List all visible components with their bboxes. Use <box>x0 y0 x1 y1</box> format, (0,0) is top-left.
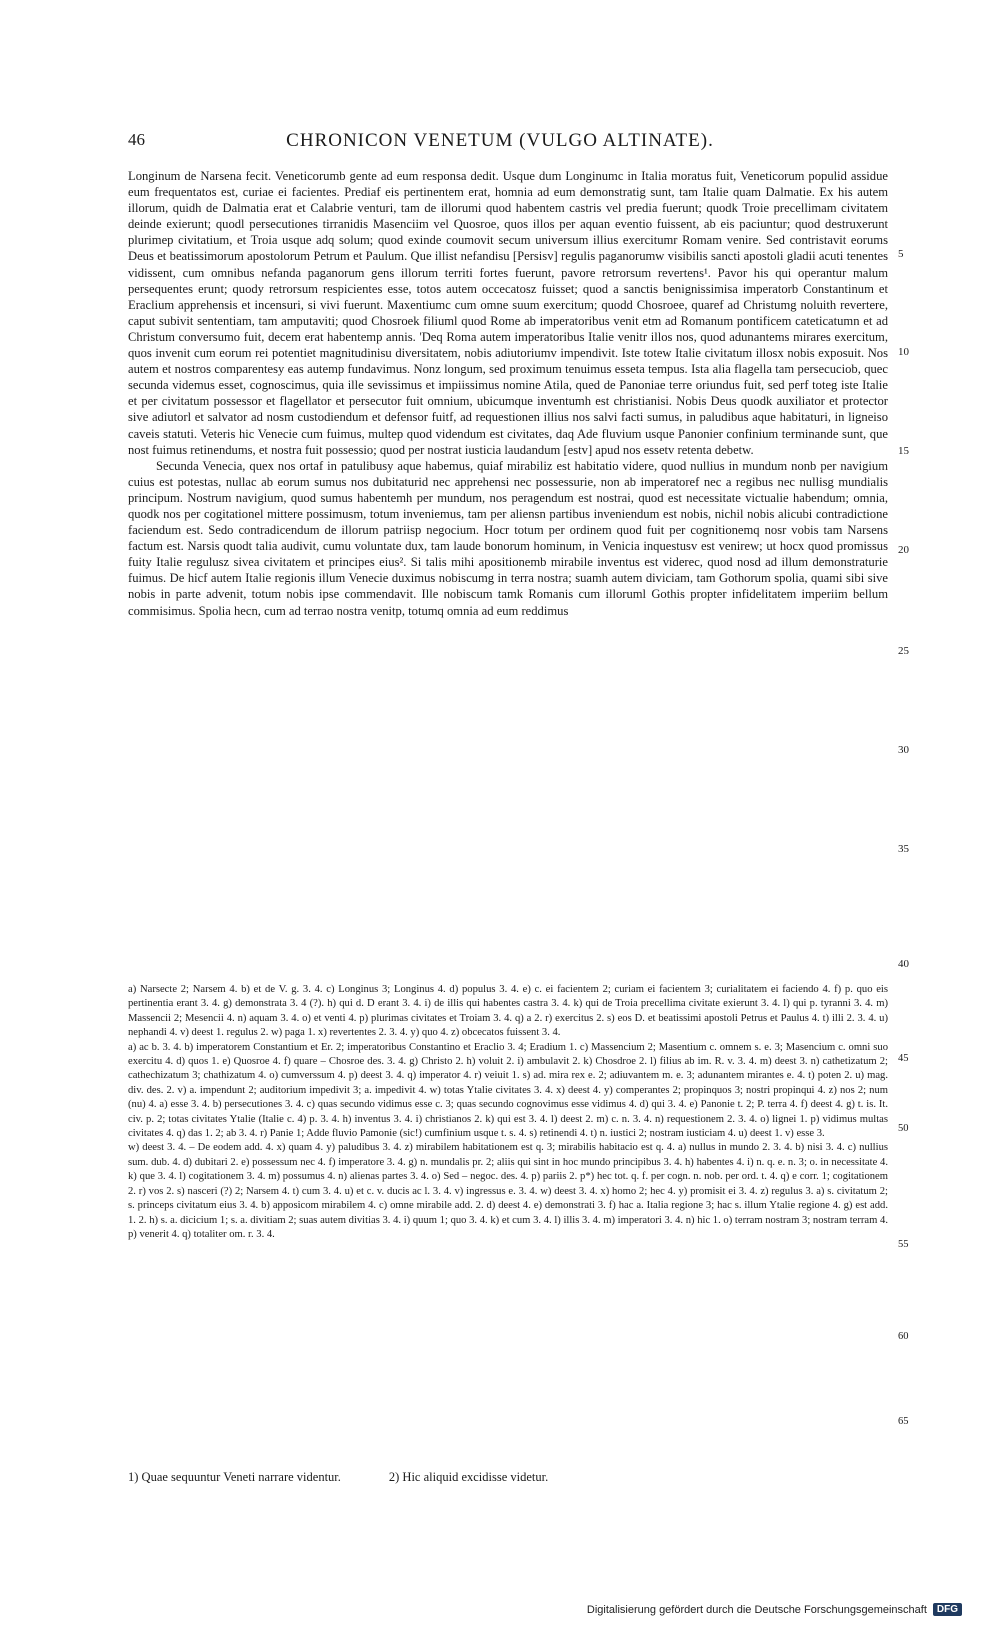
line-number: 55 <box>898 1239 909 1250</box>
apparatus-entry-3: w) deest 3. 4. – De eodem add. 4. x) quam 4. y) paludibus 3. 4. z) mirabilem habitationem est q. 3; mirabilis habitacio est q. 4. a) nullus in mundo 2. 3. 4. b) nisi 3. 4. c) nullius sum. dub. 4. d) dubitari 2. e) possessum nec 4. f) imperatore 3. 4. g) n. mundalis pr. 2; aliis qui sint in hoc mundo principibus 3. 4. h) habentes 4. i) n. q. e. n. 3; o. in necessitate 4. k) que 3. 4. l) cogitationem 3. 4. m) possumus 4. n) alienas partes 3. 4. o) Sed – negoc. des. 4. p) pariis 2. p*) hec tot. q. f. per cogn. n. nob. per ord. t. 4. q) e corr. 1; cogitationem 2. r) vos 2. s) nasceri (?) 2; Narsem 4. t) cum 3. 4. u) et c. v. ducis ac l. 3. 4. v) ingressus e. 3. 4. w) deest 3. 4. x) homo 2; hec 4. y) promisit ei 3. 4. z) regulus 3. a) s. civitatum 2; s. princeps civitatum eius 3. 4. b) apposicom mirabilem 4. c) omne mirabile add. 2. d) deest 4. e) demonstrati 3. f) hac a. Italia regione 3; hac s. illum Ytalie regione 4. g) est add. 1. 2. h) s. a. dicicium 1; s. a. divitiam 2; suas autem divitias 3. 4. i) quum 1; quo 3. 4. k) et cum 3. 4. l) illis 3. 4. m) imperatori 3. 4. n) hic 1. o) terram nostram 3; nostram terram 4. p) venerit 4. q) totaliter om. r. 3. 4. <box>128 1142 888 1240</box>
main-paragraph-2: Secunda Venecia, quex nos ortaf in patulibusy aque habemus, quiaf mirabiliz est habitatio videre, quod nullius in mundum nonb per navigium cuius est potestas, nullac ab eorum sumus nos dubitaturid nec apprehensi nec possessurie, non ab imperatoref nec a regibus nec nullisg mundialis principum. Nostrum navigium, quod sumus habentemh per mundum, nos peragendum est nostrai, quod est necessitate victualie habendum; omnia, quodk nos per cogitationel mittere possimusm, totum inveniemus, tam per aliensn partibus inveniendum est nobis, nichil nobis alicubi contradictione faciendum est. Sedo contradicendum de illorum patriisp negocium. Hocr totum per ordinem quod fuit per cognitionemq nosr vobis tam Narsens factum est. Narsis quodt talia audivit, cumu voluntate dux, tam laude bonorum hominum, in Venicia inquestusv est venirew; ut hocx quod promissus fuity Italie regulusz sivea civitatem et principes eius². Si talis mihi apositionemb mirabile inventus est viderec, quod nosd ad illum demonstraturie fuimus. De hicf autem Italie regionis illum Venecie duximus nobiscumg in terra nostra; suamh autem diviciam, tam Gothorum spolia, quami sibi sive nobis in parte advenit, totum nobis ipse commendavit. Ille nobiscum tamk Romanis cum illoruml Gothis propter infidelitatem imperiim bellum commisimus. Spolia hecn, cum ad terrao nostra venitp, totumq omnia ad eum reddimus <box>128 458 888 618</box>
apparatus-entry-2: a) ac b. 3. 4. b) imperatorem Constantium et Er. 2; imperatoribus Constantino et Eraclio 3. 4; Eradium 1. c) Massencium 2; Masentium c. omnem s. e. 3; Masencium c. omni suo exercitu 4. d) quos 1. e) Quosroe 4. f) quare – Chosroe des. 3. 4. g) Christo 2. h) voluit 2. i) ambulavit 2. k) Chosdroe 2. l) filius ab im. R. v. 3. 4. m) deest 3. n) cathetizatum 2; cathechizatum 3; chathizatum 4. o) cumverssum 4. p) deest 3. 4. q) imperator 4. r) veiuit 1. s) ad. mira rex e. 2; adiuvantem m. e. 3; adunantem mirantes e. 4. t) poten 2. u) mag. div. des. 2. v) a. impendunt 2; auditorium impedivit 3; a. impedivit 4. w) totas Ytalie civitates 3. 4. x) deest 4. y) comperantes 2; propinquos 3; nostri propinqui 4. z) nos 2; num (nu) 4. a) esse 3. 4. b) persecutiones 3. 4. c) quas secundo vidimus esse c. 3; quas secundo cognovimus esse vidimus 4. d) qui 3. 4. e) Panonie t. 2; P. terra 4. f) deest 4. g) t. is. It. civ. p. 2; totas civitates Ytalie (Italie c. 4) p. 3. 4. h) inventus 3. 4. i) christianos 2. k) qui est 3. 4. l) deest 2. m) c. n. 3. 4. n) requestionem 2. 3. 4. o) lignei 1. p) vidimus multas civitates 4. q) das 1. 2; ab 3. 4. r) Panie 1; Adde fluvio Pamonie (sic!) cumfinium usque t. s. 4. s) retinendi 4. t) n. iustici 2; nostram iusticiam 4. u) deest 1. v) esse 3. <box>128 1041 888 1140</box>
line-number: 40 <box>898 958 909 970</box>
line-number: 45 <box>898 1053 909 1064</box>
main-text <box>128 168 888 619</box>
line-number: 15 <box>898 445 909 457</box>
line-number: 25 <box>898 645 909 657</box>
line-number: 20 <box>898 544 909 556</box>
line-number: 30 <box>898 744 909 756</box>
line-number: 65 <box>898 1416 909 1427</box>
credit-text: Digitalisierung gefördert durch die Deutsche Forschungsgemeinschaft <box>586 1603 927 1616</box>
footnote-1: 1) Quae sequuntur Veneti narrare videntur. <box>128 1470 341 1484</box>
page-number: 46 <box>128 130 145 149</box>
line-number: 50 <box>898 1123 909 1134</box>
dfg-logo-icon: DFG <box>933 1603 962 1616</box>
line-number: 10 <box>898 346 909 358</box>
line-number: 35 <box>898 843 909 855</box>
critical-apparatus <box>128 983 888 1242</box>
footnotes <box>128 1470 888 1485</box>
running-title: CHRONICON VENETUM (VULGO ALTINATE). <box>286 130 714 151</box>
page-header <box>120 130 880 160</box>
main-paragraph-1: Longinum de Narsena fecit. Veneticorumb gente ad eum responsa dedit. Usque dum Longinumc in Italia moratus fuit, Veneticorum populid assidue eum frequentatos est, curiae ei facientes. Prediaf eis pertinentem erat, homnia ad eum demonstratig sunt, tam Italie quam Dalmatie. Ex his autem illorum, quidh de Dalmatia erat et Calabrie venturi, tam de illorumi quod habentem castris vel predia fuerunt; quodk Troie precellimam civitatem deinde exierunt; quodl persecutiones tirranidis Masenciim vel Quosroe, quos illos per aquan eventio fuissent, ab eis paciuntur; quod destruxerunt plurimep civitatium, et Troia usque adq solum; quod exinde coumovit secum universum illius exercitumr Romam venire. Sed contristavit eorums Deus et beatissimorum apostolorum Petrum et Paulum. Que illist nefandisu [Persisv] regulis paganorumw visibilis sancti apostoli gladii acuti tenentes vidissent, cum omnibus nefanda paganorum gens illorum territi fortes fuerunt, pavore retrorsum revertens¹. Pavor his qui operantur malum persequentes erunt; quody retrorsum respicientes esse, totos autem occecatosz fuisset; quod a sanctis benignissimisa imperatorb Constantinum et Eraclium apprehensis et incensuri, si vivi fuerunt. Maxentiumc cum omne suum exercitum; quodd Chosroee, quaref ad Christumg noluith revertere, caput subivit sententiam, tam amputaviti; quod Chosroek filiuml quod Rome ab imperatoribus venit etm ad Romanum pontificem cateticatumn et ad Christum conversumo fuit, decem erat habentemp annis. 'Deq Roma autem imperatoribus Italie venitr illos nos, quod adunantems mirares exercitum, quos invenit cum eorum rei potentiet magnitudinisu diversitatem, nobis adiutoriumv impendivit. Iste totew Italie civitatum illosx nobis exposuit. Nos autem et nostros comparentesy eas autemp fundavimus. Nonz longum, sed proximum tenuimus essetа tempus. Ista alia flagella tam persecuciob, quec secunda videmus esset, cognoscimus, quia ille sevissimus et impiissimus nomine Atila, qued de Panoniae terre oriundus fuit, sed perf toteg iste Italie et per civitatum possessor et flagellator et persecutor fuit omnium, ubicumque inventumh est christianisi. Nobis Deus quodk auxiliator et protector sive adiutorl et salvator ad nosm custodiendum et defensor fuitf, ad requestionen illius nos salvi facti sumus, in paludibus aque habitaturi, in ligneiso caveis statuti. Veteris hic Venecie cum fuimus, multep quod videndum est civitates, daq Ade fluvium usque Panonier confinium terminande sunt, que nost fuimus retinendums, et nostra fuit possessio; quod per nostrat iusticia laudandum [estv] apud nos essetv retenta debetw. <box>128 169 888 457</box>
line-number: 60 <box>898 1331 909 1342</box>
footnote-2: 2) Hic aliquid excidisse videtur. <box>388 1470 549 1484</box>
apparatus-entry-1: a) Narsecte 2; Narsem 4. b) et de V. g. 3. 4. c) Longinus 3; Longinus 4. d) populus 3. 4. e) c. ei facientem 2; curiam ei facientem 3; curialitatem ei faciendo 4. f) p. quo eis pertinentia erant 3. 4. g) demonstrata 3. 4 (?). h) qui d. D erant 3. 4. i) de illis qui habentes castra 3. 4. k) qui de Troia precellima civitate exierunt 3. 4. l) qui p. tyranni 3. 4. m) Massencii 2; Mesencii 4. n) aquam 3. 4. o) et venti 4. p) plurimas civitates et Troiam 3. 4. q) a 2. r) exercitus 2. s) eos D. et beatissimi apostoli Petrus et Paulus 4. t) illi 2. 3. 4. u) nephandi 4. v) deest 1. regulus 2. w) paga 1. x) revertentes 2. 3. 4. y) quo 4. z) obcecatos fuissent 3. 4. <box>128 984 888 1039</box>
digitization-credit <box>587 1603 962 1616</box>
line-number: 5 <box>898 248 904 260</box>
